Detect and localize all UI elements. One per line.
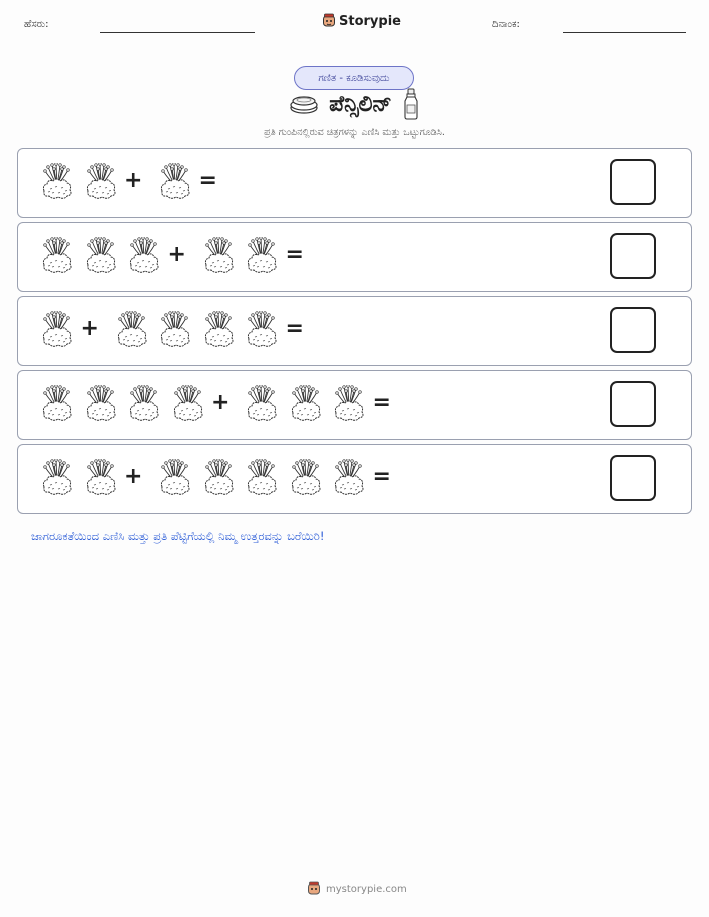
problem-row [17,148,692,218]
petri-dish-icon [289,92,319,116]
answer-box[interactable] [610,455,656,501]
mold-colony-icon [245,311,279,349]
date-label: ದಿನಾಂಕ: [492,19,520,30]
date-field[interactable] [563,32,686,33]
mold-colony-icon [40,385,74,423]
answer-box[interactable] [610,381,656,427]
mold-colony-icon [40,459,74,497]
answer-box[interactable] [610,307,656,353]
mold-colony-icon [127,385,161,423]
equals-sign: = [285,316,304,341]
plus-sign: + [80,316,99,341]
medicine-bottle-icon [402,88,420,120]
mold-colony-icon [245,385,279,423]
mold-colony-icon [171,385,205,423]
footer [307,881,407,897]
mold-colony-icon [84,459,118,497]
mold-colony-icon [115,311,149,349]
equals-sign: = [372,464,391,489]
problem-row [17,370,692,440]
storypie-logo-icon [322,13,336,29]
problem-row [17,296,692,366]
mold-colony-icon [40,311,74,349]
mold-colony-icon [84,237,118,275]
mold-colony-icon [202,311,236,349]
footer-site: mystorypie.com [326,883,407,895]
instructions: ಪ್ರತಿ ಗುಂಪಿನಲ್ಲಿರುವ ಚಿತ್ರಗಳನ್ನು ಎಣಿಸಿ ಮತ್ತು ಒಟ್ಟುಗೂಡಿಸಿ. [264,127,445,138]
plus-sign: + [124,464,143,489]
mold-colony-icon [245,237,279,275]
mold-colony-icon [84,385,118,423]
mold-colony-icon [289,385,323,423]
plus-sign: + [124,168,143,193]
answer-box[interactable] [610,233,656,279]
topic-tag: ಗಣಿತ - ಕೂಡಿಸುವುದು [294,66,414,90]
plus-sign: + [167,242,186,267]
equals-sign: = [285,242,304,267]
title-row [0,88,709,120]
name-label: ಹೆಸರು: [24,19,49,30]
storypie-logo-icon [307,881,321,897]
mold-colony-icon [84,163,118,201]
brand [322,13,401,29]
mold-colony-icon [127,237,161,275]
problem-row [17,222,692,292]
answer-box[interactable] [610,159,656,205]
mold-colony-icon [158,311,192,349]
equals-sign: = [372,390,391,415]
mold-colony-icon [289,459,323,497]
mold-colony-icon [158,459,192,497]
plus-sign: + [211,390,230,415]
mold-colony-icon [202,237,236,275]
equals-sign: = [198,168,217,193]
problem-row [17,444,692,514]
mold-colony-icon [40,163,74,201]
mold-colony-icon [332,385,366,423]
mold-colony-icon [202,459,236,497]
brand-name: Storypie [339,13,401,29]
page-title: ಪೆನ್ಸಿಲಿನ್ [329,91,392,117]
mold-colony-icon [245,459,279,497]
mold-colony-icon [332,459,366,497]
name-field[interactable] [100,32,255,33]
mold-colony-icon [158,163,192,201]
footer-note: ಜಾಗರೂಕತೆಯಿಂದ ಎಣಿಸಿ ಮತ್ತು ಪ್ರತಿ ಪೆಟ್ಟಿಗೆಯಲ್ಲಿ ನಿಮ್ಮ ಉತ್ತರವನ್ನು ಬರೆಯಿರಿ! [31,529,325,543]
mold-colony-icon [40,237,74,275]
